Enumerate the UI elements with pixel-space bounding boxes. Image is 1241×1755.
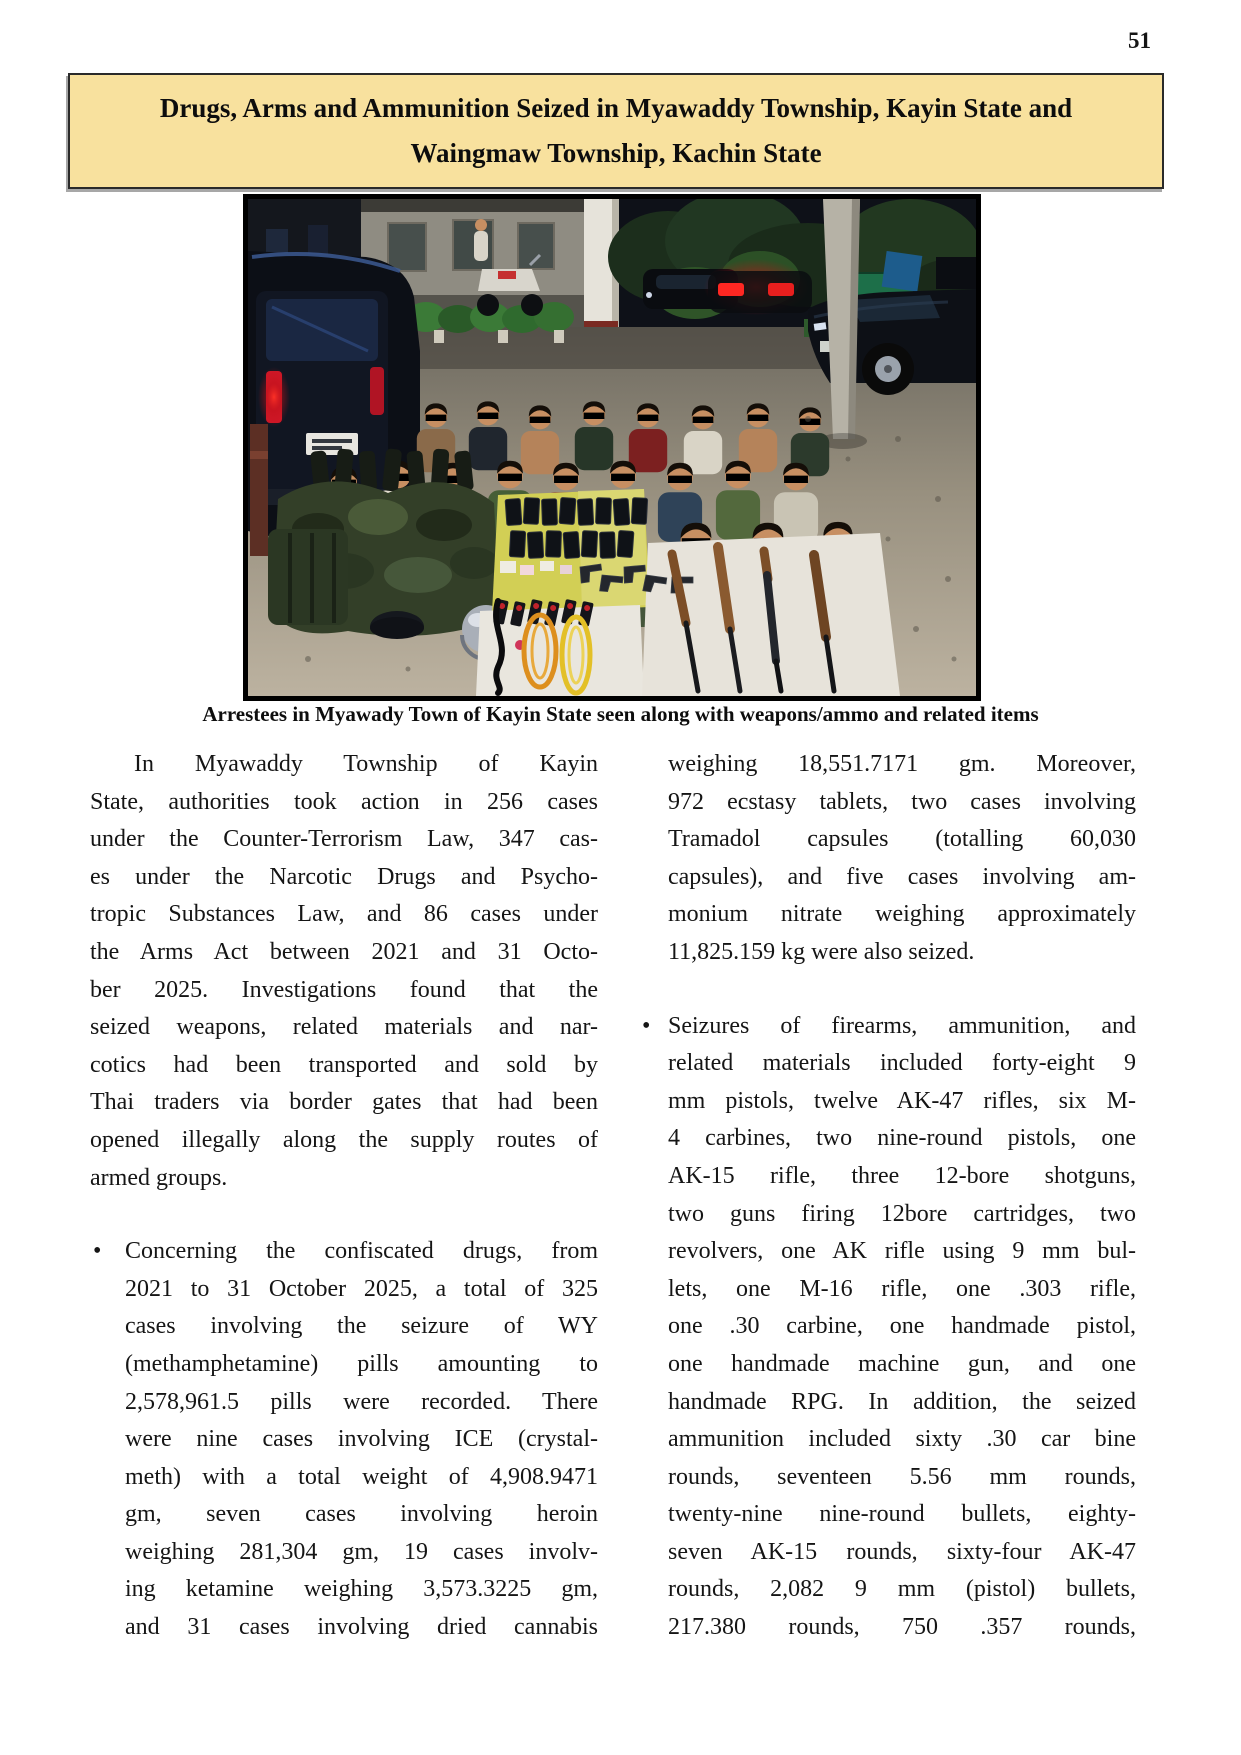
article-title-line-2: Waingmaw Township, Kachin State <box>410 138 822 168</box>
text-line: State, authorities took action in 256 cases <box>90 788 598 815</box>
intro-paragraph <box>90 746 598 1197</box>
text-line: rounds, seventeen 5.56 mm rounds, <box>668 1463 1136 1490</box>
right-column <box>642 746 1136 1647</box>
article-title-banner <box>68 73 1164 189</box>
text-line: twenty-nine nine-round bullets, eighty- <box>668 1501 1136 1528</box>
text-line: armed groups. <box>90 1164 228 1191</box>
firearms-bullet-item <box>642 1008 1136 1647</box>
text-line: seized weapons, related materials and nar- <box>90 1014 598 1041</box>
text-line: cotics had been transported and sold by <box>90 1051 598 1078</box>
text-line: In Myawaddy Township of Kayin <box>134 751 598 777</box>
text-line: Tramadol capsules (totalling 60,030 <box>668 826 1136 853</box>
text-line: cases involving the seizure of WY <box>125 1313 598 1340</box>
seizure-photo <box>243 194 981 701</box>
text-line: handmade RPG. In addition, the seized <box>668 1388 1136 1415</box>
text-line: 2,578,961.5 pills were recorded. There <box>125 1388 598 1415</box>
text-line: weighing 18,551.7171 gm. Moreover, <box>668 751 1136 777</box>
photo-caption: Arrestees in Myawady Town of Kayin State seen along with weapons/ammo and related items <box>202 702 1039 726</box>
text-line: gm, seven cases involving heroin <box>125 1501 598 1528</box>
text-line: weighing 281,304 gm, 19 cases involv- <box>125 1538 598 1565</box>
text-line: 2021 to 31 October 2025, a total of 325 <box>125 1275 598 1302</box>
text-line: 217.380 rounds, 750 .357 rounds, <box>668 1614 1136 1641</box>
bullet-icon: • <box>93 1238 102 1265</box>
article-title-line-1: Drugs, Arms and Ammunition Seized in Myawaddy Township, Kayin State and <box>159 93 1073 123</box>
text-line: Concerning the confiscated drugs, from <box>125 1238 598 1265</box>
drugs-bullet-text <box>125 1233 598 1647</box>
drugs-continuation-paragraph <box>668 746 1136 972</box>
text-line: ing ketamine weighing 3,573.3225 gm, <box>125 1576 598 1603</box>
bullet-icon: • <box>642 1012 651 1039</box>
text-line: one handmade machine gun, and one <box>668 1350 1136 1377</box>
text-line: 4 carbines, two nine-round pistols, one <box>668 1125 1136 1152</box>
text-line: under the Counter-Terrorism Law, 347 cas- <box>90 826 598 853</box>
text-line: ammunition included sixty .30 car bine <box>668 1426 1136 1453</box>
blue-tarp <box>882 251 923 292</box>
text-line: Seizures of firearms, ammunition, and <box>668 1012 1136 1039</box>
article-body <box>90 746 1136 1647</box>
text-line: 11,825.159 kg were also seized. <box>668 938 975 965</box>
text-line: AK-15 rifle, three 12-bore shotguns, <box>668 1162 1136 1189</box>
text-line: two guns firing 12bore cartridges, two <box>668 1200 1136 1227</box>
wooden-object-left-edge <box>250 424 268 556</box>
text-line: tropic Substances Law, and 86 cases under <box>90 901 598 928</box>
text-line: seven AK-15 rounds, sixty-four AK-47 <box>668 1538 1136 1565</box>
text-line: es under the Narcotic Drugs and Psycho- <box>90 863 598 890</box>
page-number: 51 <box>1128 28 1151 53</box>
text-line: the Arms Act between 2021 and 31 Octo- <box>90 938 598 965</box>
text-line: related materials included forty-eight 9 <box>668 1050 1136 1077</box>
text-line: were nine cases involving ICE (crystal- <box>125 1426 598 1453</box>
firearms-bullet-text <box>668 1008 1136 1647</box>
text-line: mm pistols, twelve AK-47 rifles, six M- <box>668 1087 1136 1114</box>
text-line: opened illegally along the supply routes of <box>90 1126 598 1153</box>
text-line: meth) with a total weight of 4,908.9471 <box>125 1463 598 1490</box>
text-line: lets, one M-16 rifle, one .303 rifle, <box>668 1275 1136 1302</box>
text-line: rounds, 2,082 9 mm (pistol) bullets, <box>668 1576 1136 1603</box>
text-line: one .30 carbine, one handmade pistol, <box>668 1313 1136 1340</box>
drugs-bullet-item <box>90 1233 598 1647</box>
text-line: capsules), and five cases involving am- <box>668 863 1136 890</box>
seizure-photo-illustration <box>248 199 976 696</box>
text-line: revolvers, one AK rifle using 9 mm bul- <box>668 1238 1136 1265</box>
text-line: 972 ecstasy tablets, two cases involving <box>668 788 1136 815</box>
text-line: ber 2025. Investigations found that the <box>90 976 598 1003</box>
text-line: (methamphetamine) pills amounting to <box>125 1350 598 1377</box>
left-column <box>90 746 598 1647</box>
text-line: and 31 cases involving dried cannabis <box>125 1614 598 1641</box>
text-line: Thai traders via border gates that had been <box>90 1089 598 1116</box>
text-line: monium nitrate weighing approximately <box>668 901 1136 928</box>
